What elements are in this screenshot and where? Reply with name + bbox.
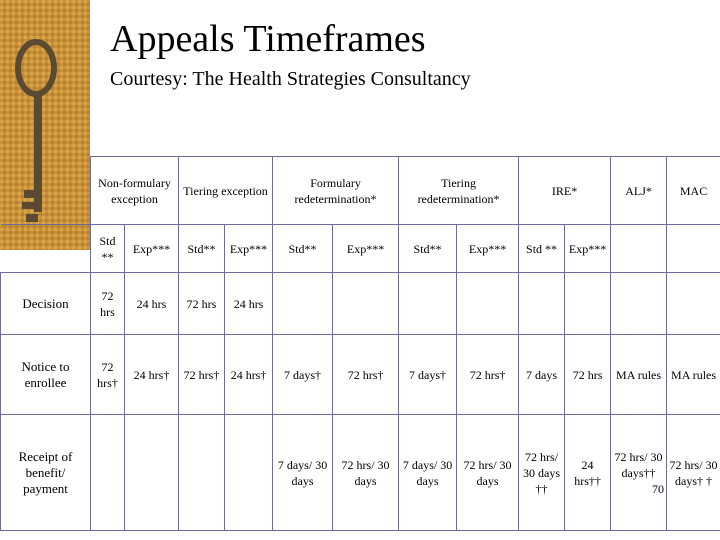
table-cell: 24 hrs [225, 273, 273, 335]
table-cell [125, 415, 179, 531]
subheader-cell: Exp*** [125, 225, 179, 273]
row-label-receipt: Receipt of benefit/ payment [1, 415, 91, 531]
table-cell: 24 hrs† [125, 335, 179, 415]
table-cell [333, 273, 399, 335]
table-cell [611, 415, 667, 531]
row-label-decision: Decision [1, 273, 91, 335]
table-row [1, 273, 720, 335]
subheader-corner [1, 225, 91, 273]
subheader-row [1, 225, 720, 273]
table-cell [225, 415, 273, 531]
subheader-cell: Std ** [519, 225, 565, 273]
header-formulary-redetermination: Formulary redetermination* [273, 157, 399, 225]
table-cell: 7 days† [273, 335, 333, 415]
table-cell: 72 hrs/ 30 days [457, 415, 519, 531]
header-tiering-exception: Tiering exception [179, 157, 273, 225]
subheader-cell: Std** [399, 225, 457, 273]
table-cell [457, 273, 519, 335]
row-label-notice: Notice to enrollee [1, 335, 91, 415]
table-cell: 72 hrs† [91, 335, 125, 415]
table-cell: 7 days/ 30 days [399, 415, 457, 531]
table-cell [273, 273, 333, 335]
table-cell [399, 273, 457, 335]
header-nonformulary-exception: Non-formulary exception [91, 157, 179, 225]
table-cell: MA rules [667, 335, 720, 415]
subheader-cell: Std** [273, 225, 333, 273]
table-cell [611, 273, 667, 335]
table-cell: 7 days [519, 335, 565, 415]
table-cell: 72 hrs/ 30 days [333, 415, 399, 531]
slide-title: Appeals Timeframes [110, 18, 426, 60]
table-cell: 72 hrs [179, 273, 225, 335]
table-cell: 72 hrs† [457, 335, 519, 415]
cell-text: 72 hrs/ 30 days†† [614, 449, 663, 480]
table-cell: 72 hrs† [179, 335, 225, 415]
table-row [1, 335, 720, 415]
table-cell [179, 415, 225, 531]
subheader-cell: Exp*** [565, 225, 611, 273]
footnote-fragment: 70 [652, 481, 665, 496]
table-cell: 24 hrs [125, 273, 179, 335]
table-cell: 7 days† [399, 335, 457, 415]
subheader-empty [611, 225, 667, 273]
subheader-cell: Exp*** [225, 225, 273, 273]
table-cell [91, 415, 125, 531]
table-cell: 72 hrs/ 30 days† † [667, 415, 720, 531]
table-cell: 72 hrs† [333, 335, 399, 415]
table-row [1, 415, 720, 531]
header-alj: ALJ* [611, 157, 667, 225]
group-header-row [1, 157, 720, 225]
subheader-cell: Exp*** [457, 225, 519, 273]
table-cell: 72 hrs [91, 273, 125, 335]
header-tiering-redetermination: Tiering redetermination* [399, 157, 519, 225]
table-cell: 72 hrs [565, 335, 611, 415]
subheader-cell: Std ** [91, 225, 125, 273]
header-ire: IRE* [519, 157, 611, 225]
table-cell: 7 days/ 30 days [273, 415, 333, 531]
table-cell [519, 273, 565, 335]
table-cell: 24 hrs†† [565, 415, 611, 531]
table-cell [565, 273, 611, 335]
table-cell: 72 hrs/ 30 days †† [519, 415, 565, 531]
corner-cell [1, 157, 91, 225]
table-cell [667, 273, 720, 335]
subheader-cell: Std** [179, 225, 225, 273]
timeframes-table [0, 156, 720, 531]
table-cell: MA rules [611, 335, 667, 415]
slide-subtitle: Courtesy: The Health Strategies Consultancy [110, 68, 471, 90]
table-cell: 24 hrs† [225, 335, 273, 415]
subheader-empty [667, 225, 720, 273]
subheader-cell: Exp*** [333, 225, 399, 273]
header-mac: MAC [667, 157, 720, 225]
